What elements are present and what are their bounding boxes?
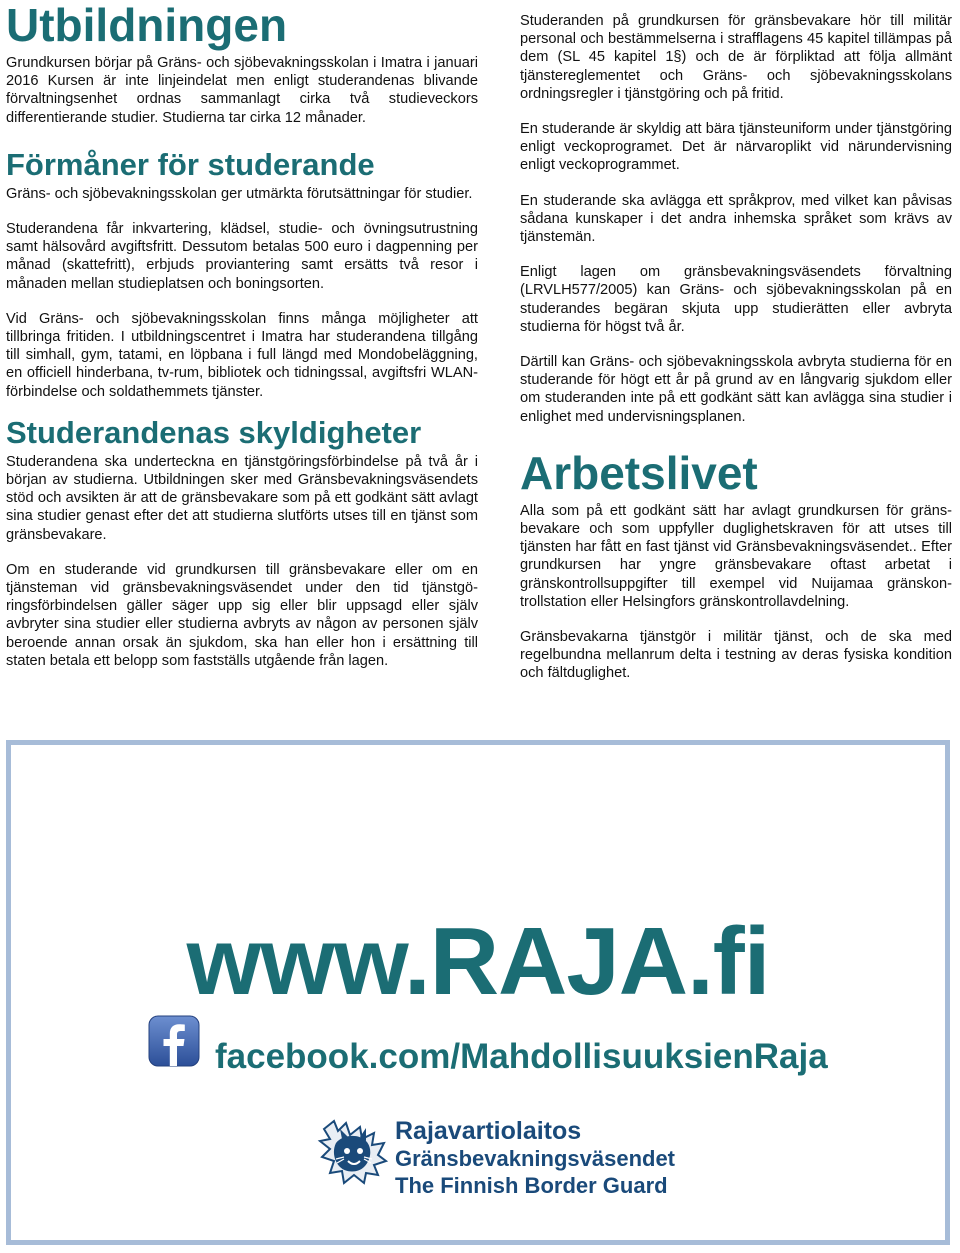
right-paragraph-2: En studerande är skyldig att bära tjänsteuniform under tjänstgöring enligt veckoprogramet. Det är närvaroplikt vid närundervisning enligt veckoprogrammet.	[520, 121, 952, 174]
right-paragraph-1: Studeranden på grundkursen för gränsbevakare hör till militär personal och bestämmelserna i strafflagens 45 kapitel tillämpas på dem (SL 45 kapitel 1§) och de är förpliktad att följa allmänt tjänstereglementet och Gräns- och sjöbevakningsskolans ordningsregler i tjänstgöring och på fritid.	[520, 13, 952, 102]
border-guard-logo-text	[395, 1117, 675, 1199]
heading-benefits: Förmåner för studerande	[6, 146, 375, 182]
work-paragraph-2: Gränsbevakarna tjänstgör i militär tjänst, och de ska med regelbundna mellanrum delta i testning av deras fysiska kondition och fältduglighet.	[520, 629, 952, 682]
benefits-paragraph-2: Studerandena får inkvartering, klädsel, studie- och övningsutrustning samt hälsovård avgiftsfritt. Dessutom betalas 500 euro i dagpenning per månad (skattefritt), erbjuds proviantering samt ersätts två resor i månaden mellan studieplatsen och boningsorten.	[6, 221, 478, 292]
right-paragraph-4: Enligt lagen om gränsbevakningsväsendets förvaltning (LRVLH577/2005) kan Gräns- och sjöbevakningsskolan på en studerandes begäran skjuta upp studierätten eller avbryta studierna för högst två år.	[520, 264, 952, 335]
facebook-icon[interactable]	[148, 1015, 200, 1067]
duties-paragraph-2: Om en studerande vid grundkursen till gränsbevakare eller om en tjänsteman vid gränsbevakningsväsendet under den tid tjänstgöringsförbindelsen gäller säger upp sig eller blir uppsagd eller själv avbryter sina studier eller studierna avbryts av någon av personen själv beroende annan orsak än sjukdom, ska han eller hon i ersättning till staten betala ett belopp som fastställs utgående från lagen.	[6, 561, 478, 669]
right-paragraph-3: En studerande ska avlägga ett språkprov, med vilket kan påvisas sådana kunskaper i det andra inhemska språket som krävs av tjänstemän.	[520, 192, 952, 246]
right-paragraph-5: Därtill kan Gräns- och sjöbevakningsskola avbryta studierna för en studerande för högt ett år på grund av en långvarig sjukdom eller om studeranden inte på ett godkänt sätt kan avlägga sina studier i enlighet med undervisningsplanen.	[520, 354, 952, 425]
logo-line-swedish: Gränsbevakningsväsendet	[395, 1146, 676, 1171]
intro-paragraph: Grundkursen börjar på Gräns- och sjöbevakningsskolan i Imatra i januari 2016 Kursen är inte linjeindelat men enligt studerandenas blivande förvaltningsenhet ordnas sammanlagt cirka två studieveckors differentierande studier. Studierna tar cirka 12 månader.	[6, 55, 478, 126]
duties-paragraph-1: Studerandena ska underteckna en tjänstgöringsförbindelse på två år i början av studierna. Utbildningen sker med Gränsbevakningsväsendets stöd och avsikten är att de gränsbevakare som på ett godkänt sätt avlagt sina studier genast efter det att studierna slutförts utses till en tjänst som gränsbevakare.	[6, 453, 478, 543]
left-column	[6, 0, 478, 687]
website-link[interactable]: www.RAJA.fi	[186, 908, 770, 1015]
benefits-paragraph-3: Vid Gräns- och sjöbevakningsskolan finns många möjligheter att tillbringa fritiden. I utbildningscentret i Imatra har studerandena tillgång till simhall, gym, tatami, en löpbana i full längd med Mondobeläggning, en officiell hinderbana, tv-rum, bibliotek och tidningssal, avgiftsfri WLAN-förbindelse och soldathemmets tjänster.	[6, 310, 478, 400]
benefits-paragraph-1: Gräns- och sjöbevakningsskolan ger utmärkta förutsättningar för studier.	[6, 185, 473, 202]
logo-line-finnish: Rajavartiolaitos	[395, 1117, 582, 1145]
lynx-emblem-icon	[314, 1113, 392, 1191]
work-paragraph-1: Alla som på ett godkänt sätt har avlagt grundkursen för gränsbevakare och som uppfyller duglighetskraven för att utses till tjänsten har fått en fast tjänst vid Gränsbevakningsväsendet.. Efter grundkursen har yngre gränsbevakare oftast arbetat i gränskontrollsuppgifter till exempel vid Nuijamaa gränskontrollstation eller Helsingfors gränskontrollavdelning.	[520, 502, 952, 610]
facebook-link[interactable]: facebook.com/MahdollisuuksienRaja	[215, 1037, 828, 1076]
heading-arbetslivet: Arbetslivet	[520, 446, 758, 499]
heading-duties: Studerandenas skyldigheter	[6, 414, 422, 450]
right-column	[520, 12, 952, 700]
contact-banner	[6, 740, 950, 1245]
logo-line-english: The Finnish Border Guard	[395, 1173, 668, 1198]
heading-utbildningen: Utbildningen	[6, 0, 288, 51]
